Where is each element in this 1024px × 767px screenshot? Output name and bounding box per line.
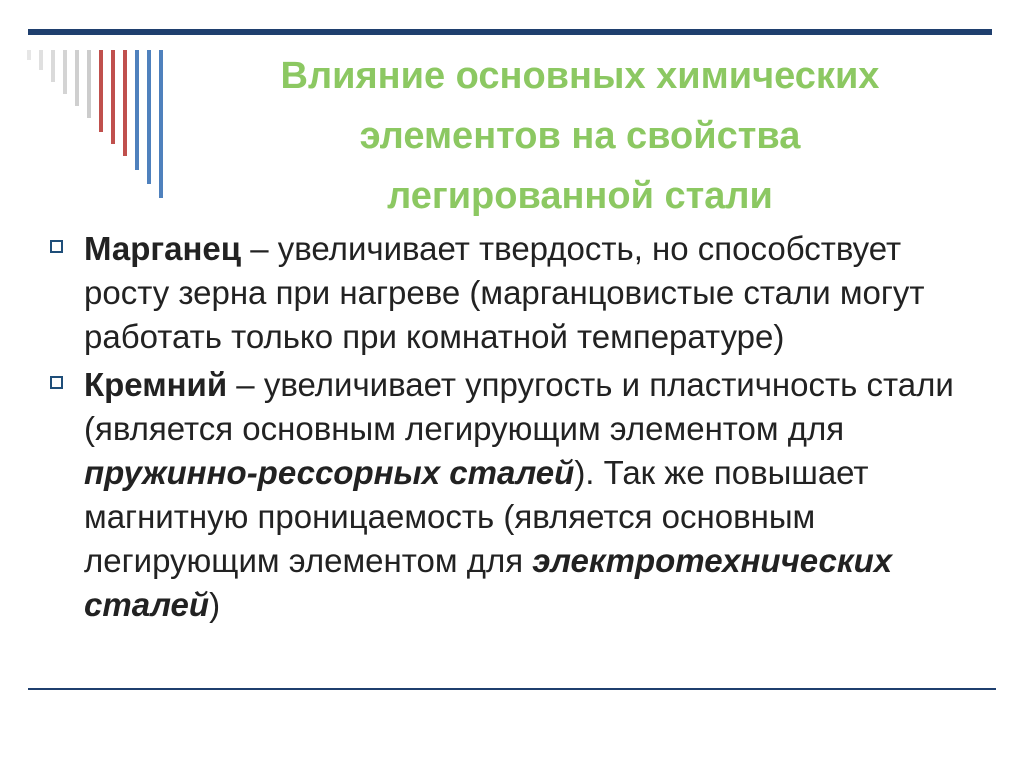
emphasized-term: электротехнических сталей (84, 542, 893, 623)
bullet-text: ) (209, 586, 221, 623)
stripe (51, 50, 55, 82)
stripe (135, 50, 139, 170)
stripe (99, 50, 103, 132)
slide-title: Влияние основных химических элементов на свойства легированной стали (280, 55, 880, 217)
stripe (147, 50, 151, 184)
stripe (75, 50, 79, 106)
bullet-list (46, 227, 986, 631)
square-bullet-icon (50, 240, 63, 253)
stripe (63, 50, 67, 94)
bottom-divider-line (28, 688, 996, 690)
stripe (27, 50, 31, 60)
decorative-stripes (0, 0, 180, 220)
square-bullet-icon (50, 376, 63, 389)
bullet-text: – увеличивает упругость и пластичность стали (является основным легирующим элементом для (84, 366, 954, 447)
stripe (159, 50, 163, 198)
bullet-text: ). Так же повышает магнитную проницаемость (является основным легирующим элементом для (84, 454, 869, 579)
bullet-item-manganese (46, 227, 986, 359)
stripe (87, 50, 91, 118)
stripe (111, 50, 115, 144)
stripe (123, 50, 127, 156)
bullet-text: – увеличивает твердость, но способствует росту зерна при нагреве (марганцовистые стали могут работать только при комнатной температуре) (84, 230, 925, 355)
bullet-term: Кремний (84, 366, 228, 403)
stripe (39, 50, 43, 70)
emphasized-term: пружинно-рессорных сталей (84, 454, 575, 491)
bullet-term: Марганец (84, 230, 242, 267)
bullet-item-silicon (46, 363, 986, 627)
